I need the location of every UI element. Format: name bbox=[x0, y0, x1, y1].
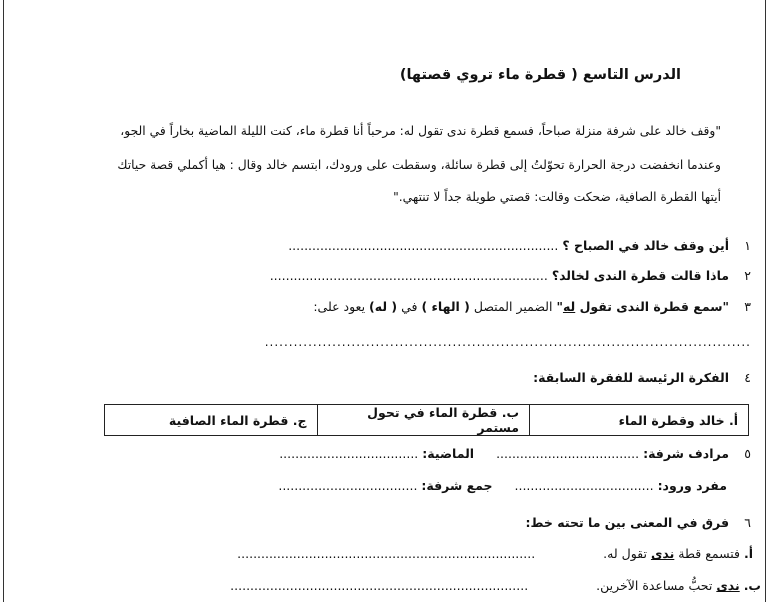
lesson-title: الدرس التاسع ( قطرة ماء تروي قصتها) bbox=[399, 67, 681, 83]
answer-line[interactable]: ...................................................................... bbox=[269, 268, 548, 283]
answer-line[interactable]: .................................... bbox=[496, 446, 640, 461]
item-label: ب. bbox=[743, 578, 761, 593]
question-number: ١ bbox=[744, 238, 751, 253]
sentence-text: فتسمع قطة bbox=[674, 546, 744, 561]
answer-line[interactable]: ................................... bbox=[279, 446, 419, 461]
worksheet-page bbox=[3, 0, 766, 602]
quote-text: "سمع قطرة الندى تقول bbox=[575, 299, 730, 314]
underlined-word: له bbox=[562, 299, 576, 314]
question-text: يعود على: bbox=[313, 299, 370, 314]
question-text: فرق في المعنى بين ما تحته خط: bbox=[525, 515, 730, 530]
question-number: ٤ bbox=[744, 370, 751, 385]
question-2 bbox=[270, 268, 751, 283]
pronoun-lah: ( له) bbox=[369, 299, 398, 314]
option-b[interactable]: ب. قطرة الماء في تحول مستمر bbox=[317, 405, 530, 436]
question-6 bbox=[526, 515, 751, 530]
answer-line[interactable]: ........................................................................... bbox=[230, 578, 529, 593]
item-label: أ. bbox=[743, 546, 753, 561]
answer-line[interactable]: ..................................................................................................... bbox=[264, 335, 751, 349]
question-text: ماذا قالت قطرة الندى لخالد؟ bbox=[551, 268, 730, 283]
question-3 bbox=[313, 299, 751, 314]
underlined-word: ندى bbox=[716, 578, 740, 593]
question-6-a bbox=[237, 546, 753, 561]
underlined-word: ندى bbox=[650, 546, 675, 561]
plural-label: جمع شرفة: bbox=[421, 478, 493, 493]
options-table bbox=[104, 404, 749, 436]
past-label: الماضية: bbox=[422, 446, 475, 461]
question-text: الضمير المتصل bbox=[469, 299, 557, 314]
singular-label: مفرد ورود: bbox=[657, 478, 727, 493]
question-4 bbox=[533, 370, 751, 385]
paragraph-line-2: وعندما انخفضت درجة الحرارة تحوّلتُ إلى قطرة سائلة، وسقطت على ورودك، ابتسم خالد وقال : هيا أكملي قصة حياتك bbox=[117, 158, 721, 172]
question-6-b bbox=[230, 578, 761, 593]
question-5-row-2 bbox=[278, 478, 727, 493]
question-text: في bbox=[397, 299, 422, 314]
question-5 bbox=[279, 446, 751, 461]
pronoun-haa: ( الهاء ) bbox=[421, 299, 470, 314]
synonym-label: مرادف شرفة: bbox=[643, 446, 730, 461]
answer-line[interactable]: ........................................................................... bbox=[237, 546, 536, 561]
sentence-text: تحبُّ مساعدة الآخرين. bbox=[596, 578, 717, 593]
quote-close: " bbox=[556, 299, 563, 314]
question-text: أين وقف خالد في الصباح ؟ bbox=[562, 238, 730, 253]
question-number: ٥ bbox=[744, 446, 751, 461]
paragraph-line-3: أيتها القطرة الصافية، ضحكت وقالت: قصتي طويلة جداً لا تنتهي." bbox=[393, 190, 721, 204]
paragraph-line-1: "وقف خالد على شرفة منزلة صباحاً، فسمع قطرة ندى تقول له: مرحباً أنا قطرة ماء، كنت الليلة الماضية بخاراً في الجو، bbox=[120, 124, 721, 138]
option-c[interactable]: ج. قطرة الماء الصافية bbox=[105, 405, 318, 436]
question-number: ٢ bbox=[744, 268, 751, 283]
question-text: الفكرة الرئيسة للفقرة السابقة: bbox=[533, 370, 730, 385]
question-number: ٦ bbox=[744, 515, 751, 530]
option-a[interactable]: أ. خالد وقطرة الماء bbox=[530, 405, 749, 436]
sentence-text: تقول له. bbox=[603, 546, 651, 561]
answer-line[interactable]: ................................... bbox=[514, 478, 654, 493]
answer-line[interactable]: .................................................................... bbox=[288, 238, 559, 253]
question-1 bbox=[288, 238, 751, 253]
answer-line[interactable]: ................................... bbox=[278, 478, 418, 493]
question-number: ٣ bbox=[744, 299, 751, 314]
